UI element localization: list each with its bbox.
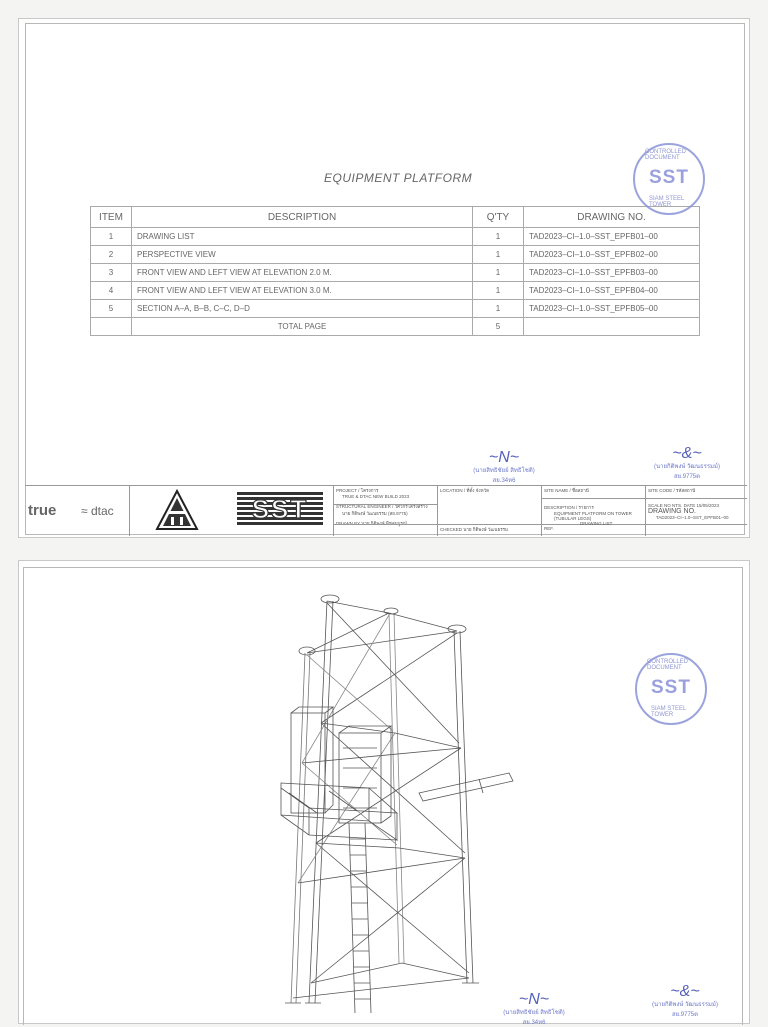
table-header-row	[91, 207, 700, 228]
checked-label: CHECKED	[440, 527, 463, 532]
drawn-value: นาย กิติพงษ์ พืชสมบูรณ์	[361, 521, 407, 526]
engineer-signature-left	[489, 993, 579, 1027]
engineer-signature-right	[637, 985, 733, 1019]
engineer-signature-left	[459, 451, 549, 485]
total-value: 5	[473, 318, 524, 336]
cell-qty: 1	[473, 282, 524, 300]
table-row	[91, 282, 700, 300]
total-label: TOTAL PAGE	[132, 318, 473, 336]
stamp-ring-bottom: SIAM STEEL TOWER	[651, 706, 687, 718]
controlled-document-stamp	[635, 653, 707, 725]
cell-item: 3	[91, 264, 132, 282]
date-value: 15/05/2023	[696, 503, 720, 508]
stamp-logo: SST	[651, 677, 691, 698]
cell-item: 1	[91, 228, 132, 246]
engineer-label: STRUCTURAL ENGINEER / วิศวกรโครงสร้าง	[336, 504, 428, 509]
site-name-label: SITE NAME / ชื่อสถานี	[544, 488, 589, 493]
location-cell	[437, 486, 541, 536]
cell-item: 5	[91, 300, 132, 318]
project-cell	[333, 486, 437, 536]
cell-drawing-no: TAD2023–CI–1.0–SST_EPFB01–00	[524, 228, 700, 246]
drawing-no-value: TAD2023–CI–1.0–SST_EPFB01–00	[656, 515, 729, 520]
table-row	[91, 246, 700, 264]
signature-name: (นายสิทธิชัยย์ สิทธิโชติ)	[473, 468, 535, 474]
signature-mark: ~N~	[518, 991, 550, 1008]
stamp-logo: SST	[649, 167, 689, 188]
sheet-title: EQUIPMENT PLATFORM	[324, 171, 473, 185]
cell-description: SECTION A–A, B–B, C–C, D–D	[132, 300, 473, 318]
table-total-row	[91, 318, 700, 336]
site-cell	[541, 486, 645, 536]
cell-description: DRAWING LIST	[132, 228, 473, 246]
cell-qty: 1	[473, 300, 524, 318]
cell-description: FRONT VIEW AND LEFT VIEW AT ELEVATION 2.0 M.	[132, 264, 473, 282]
dtac-text: dtac	[90, 504, 114, 518]
stamp-ring-bottom: SIAM STEEL TOWER	[649, 196, 685, 208]
sst-logo	[237, 492, 323, 526]
table-row	[91, 228, 700, 246]
header-drawing-no: DRAWING NO.	[524, 207, 700, 228]
signature-mark: ~&~	[670, 983, 700, 1000]
header-item: ITEM	[91, 207, 132, 228]
signature-mark: ~N~	[488, 449, 520, 466]
scale-value: NO NTS.	[664, 503, 683, 508]
cell-drawing-no: TAD2023–CI–1.0–SST_EPFB02–00	[524, 246, 700, 264]
equipment-platform-perspective-drawing	[269, 583, 519, 1023]
cell-item: 4	[91, 282, 132, 300]
cell-empty	[91, 318, 132, 336]
header-description: DESCRIPTION	[132, 207, 473, 228]
drawing-sheet-2	[18, 560, 750, 1024]
signature-license: สย.34ห6	[492, 478, 516, 484]
title-block	[25, 485, 747, 536]
ref-label: REF.	[544, 526, 554, 531]
location-label: LOCATION / ที่ตั้ง	[440, 488, 475, 493]
sst-logo-text: SST	[251, 494, 309, 524]
dtac-icon: ≈	[81, 504, 88, 518]
date-label: DATE	[683, 503, 696, 508]
drawing-no-label: DRAWING NO.	[648, 508, 696, 515]
drawing-list-table	[90, 206, 700, 336]
table-row	[91, 264, 700, 282]
scale-label: SCALE	[648, 503, 663, 508]
company-triangle-logo	[155, 489, 199, 531]
signature-mark: ~&~	[672, 445, 702, 462]
site-code-label: SITE CODE / รหัสสถานี	[648, 488, 696, 493]
stamp-ring-top: CONTROLLED DOCUMENT	[645, 149, 687, 161]
cell-drawing-no: TAD2023–CI–1.0–SST_EPFB04–00	[524, 282, 700, 300]
cell-description: PERSPECTIVE VIEW	[132, 246, 473, 264]
cell-description: FRONT VIEW AND LEFT VIEW AT ELEVATION 3.0 M.	[132, 282, 473, 300]
signature-license: สย.9775ต	[673, 474, 701, 480]
description-label: DESCRIPTION / รายการ	[544, 505, 594, 510]
cell-drawing-no: TAD2023–CI–1.0–SST_EPFB03–00	[524, 264, 700, 282]
engineer-signature-right	[639, 447, 735, 481]
signature-license: สย.34ห6	[522, 1020, 546, 1026]
drawn-label: DRAWN BY	[336, 521, 361, 526]
description-sub: DRAWING LIST	[580, 521, 613, 526]
stamp-ring-top: CONTROLLED DOCUMENT	[647, 659, 689, 671]
project-value: TRUE & DTAC NEW BUILD 2023	[342, 494, 410, 499]
checked-value: นาย กิติพงษ์ วัฒนธรรม	[463, 527, 509, 532]
signature-license: สย.9775ต	[671, 1012, 699, 1018]
description-value: EQUIPMENT PLATFORM ON TOWER (TUBULAR LEGS)	[554, 511, 632, 521]
dtac-logo	[81, 504, 114, 518]
cell-empty	[524, 318, 700, 336]
cell-qty: 1	[473, 228, 524, 246]
controlled-document-stamp	[633, 143, 705, 215]
cell-qty: 1	[473, 264, 524, 282]
project-label: PROJECT / โครงการ	[336, 488, 379, 493]
signature-name: (นายกิติพงษ์ วัฒนธรรมม์)	[652, 1002, 718, 1008]
cell-qty: 1	[473, 246, 524, 264]
cell-drawing-no: TAD2023–CI–1.0–SST_EPFB05–00	[524, 300, 700, 318]
signature-name: (นายสิทธิชัยย์ สิทธิโชติ)	[503, 1010, 565, 1016]
header-qty: Q'TY	[473, 207, 524, 228]
cell-item: 2	[91, 246, 132, 264]
location-value: จังหวัด	[475, 488, 490, 493]
table-row	[91, 300, 700, 318]
signature-name: (นายกิติพงษ์ วัฒนธรรมม์)	[654, 464, 720, 470]
site-code-cell	[645, 486, 747, 536]
true-logo: true	[28, 502, 57, 519]
drawing-sheet-1	[18, 18, 750, 538]
engineer-value: นาย กิติพงษ์ วัฒนธรรม (สย.9775)	[342, 511, 408, 516]
